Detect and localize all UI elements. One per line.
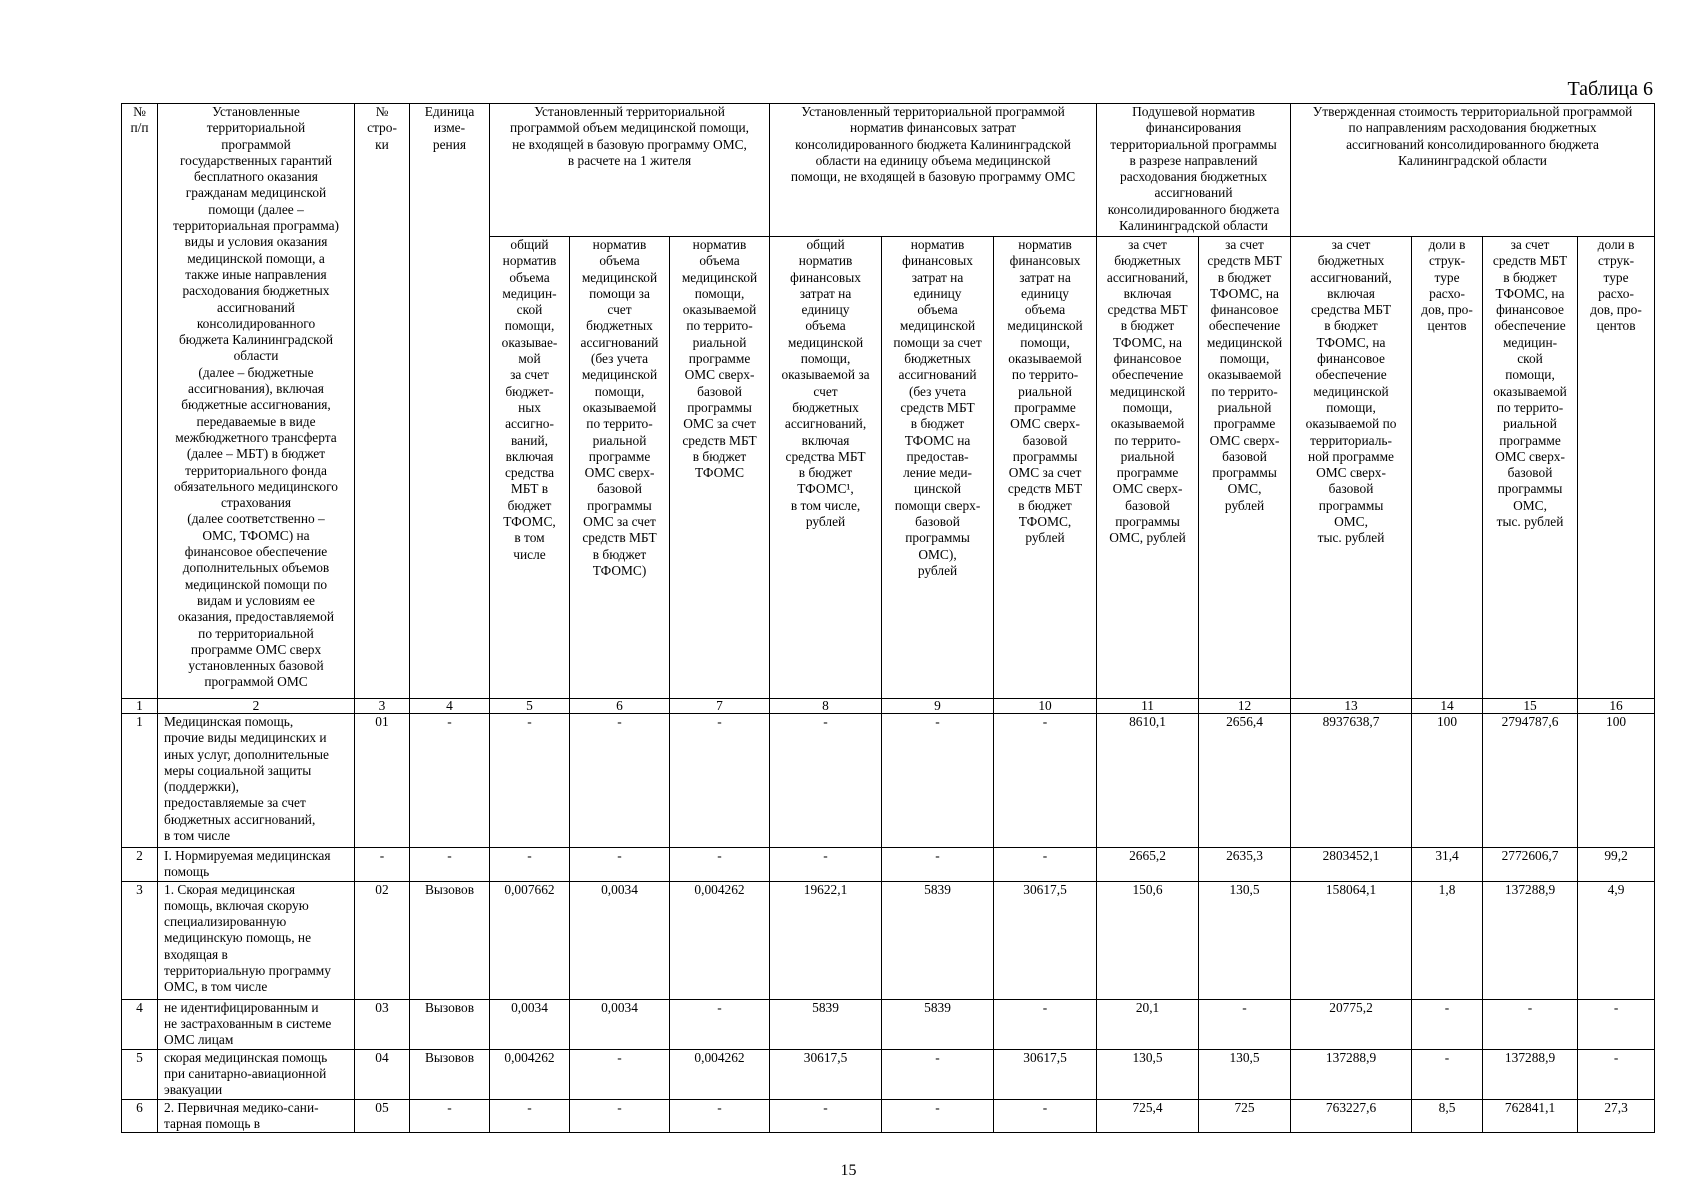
cell: 137288,9	[1291, 1049, 1412, 1099]
column-number: 13	[1291, 699, 1412, 714]
cell: 0,004262	[490, 1049, 570, 1099]
column-number: 7	[670, 699, 770, 714]
cell: 2803452,1	[1291, 848, 1412, 882]
cell: 130,5	[1097, 1049, 1199, 1099]
column-number: 14	[1412, 699, 1483, 714]
column-number: 9	[882, 699, 994, 714]
cell: -	[490, 714, 570, 848]
cell: -	[570, 1049, 670, 1099]
cell: -	[670, 999, 770, 1049]
header-col-10: норматив финансовых затрат на единицу объема медицинской помощи, оказываемой по террито- риальной программе ОМС сверх- базовой программы ОМС за счет средств МБТ в бюджет ТФОМС, рублей	[994, 237, 1097, 699]
cell: 30617,5	[994, 1049, 1097, 1099]
cell: -	[1578, 1049, 1655, 1099]
cell: 0,004262	[670, 1049, 770, 1099]
column-number: 2	[158, 699, 355, 714]
cell: 5	[122, 1049, 158, 1099]
cell: -	[1483, 999, 1578, 1049]
cell: 1	[122, 714, 158, 848]
cell: 2656,4	[1199, 714, 1291, 848]
header-col-12: за счет средств МБТ в бюджет ТФОМС, на финансовое обеспечение медицинской помощи, оказываемой по террито- риальной программе ОМС сверх- базовой программы ОМС, рублей	[1199, 237, 1291, 699]
data-table	[121, 103, 1655, 1133]
cell: 100	[1412, 714, 1483, 848]
cell: -	[770, 848, 882, 882]
cell: 27,3	[1578, 1099, 1655, 1133]
cell: -	[410, 848, 490, 882]
cell: 1,8	[1412, 881, 1483, 999]
row-label: не идентифицированным и не застрахованным в системе ОМС лицам	[158, 999, 355, 1049]
header-num: № п/п	[122, 104, 158, 699]
cell: -	[410, 1099, 490, 1133]
header-line: № стро- ки	[355, 104, 410, 699]
cell: 6	[122, 1099, 158, 1133]
header-col-14: доли в струк- туре расхо- дов, про- центов	[1412, 237, 1483, 699]
cell: 4,9	[1578, 881, 1655, 999]
header-col-15: за счет средств МБТ в бюджет ТФОМС, на финансовое обеспечение медицин- ской помощи, оказываемой по террито- риальной программе ОМС сверх- базовой программы ОМС, тыс. рублей	[1483, 237, 1578, 699]
cell: 30617,5	[770, 1049, 882, 1099]
cell: -	[994, 714, 1097, 848]
header-col-5: общий норматив объема медицин- ской помощи, оказывае- мой за счет бюджет- ных ассигно- ваний, включая средства МБТ в бюджет ТФОМС, в том числе	[490, 237, 570, 699]
row-label: Медицинская помощь, прочие виды медицинских и иных услуг, дополнительные меры социальной защиты (поддержки), предоставляемые за счет бюджетных ассигнований, в том числе	[158, 714, 355, 848]
cell: 0,004262	[670, 881, 770, 999]
cell: -	[570, 714, 670, 848]
header-col-9: норматив финансовых затрат на единицу объема медицинской помощи за счет бюджетных ассигнований (без учета средств МБТ в бюджет ТФОМС на предостав- ление меди- цинской помощи сверх- базовой программы ОМС), рублей	[882, 237, 994, 699]
cell: -	[670, 1099, 770, 1133]
cell: -	[670, 714, 770, 848]
row-label: скорая медицинская помощь при санитарно-авиационной эвакуации	[158, 1049, 355, 1099]
table-caption: Таблица 6	[1567, 78, 1653, 100]
cell: -	[994, 1099, 1097, 1133]
cell: 5839	[770, 999, 882, 1049]
column-number: 3	[355, 699, 410, 714]
cell: -	[570, 1099, 670, 1133]
cell: -	[1412, 1049, 1483, 1099]
column-number: 1	[122, 699, 158, 714]
cell: 130,5	[1199, 881, 1291, 999]
column-number: 16	[1578, 699, 1655, 714]
cell: 762841,1	[1483, 1099, 1578, 1133]
cell: -	[670, 848, 770, 882]
cell: 01	[355, 714, 410, 848]
cell: 137288,9	[1483, 1049, 1578, 1099]
cell: 99,2	[1578, 848, 1655, 882]
cell: 19622,1	[770, 881, 882, 999]
cell: Вызовов	[410, 999, 490, 1049]
cell: 137288,9	[1483, 881, 1578, 999]
table-row	[122, 881, 1655, 999]
cell: 20,1	[1097, 999, 1199, 1049]
header-title: Установленные территориальной программой государственных гарантий бесплатного оказания гражданам медицинской помощи (далее – территориальная программа) виды и условия оказания медицинской помощи, а также иные направления расходования бюджетных ассигнований консолидированного бюджета Калининградской области (далее – бюджетные ассигнования), включая бюджетные ассигнования, передаваемые в виде межбюджетного трансферта (далее – МБТ) в бюджет территориального фонда обязательного медицинского страхования (далее соответственно – ОМС, ТФОМС) на финансовое обеспечение дополнительных объемов медицинской помощи по видам и условиям ее оказания, предоставляемой по территориальной программе ОМС сверх установленных базовой программой ОМС	[158, 104, 355, 699]
cell: 158064,1	[1291, 881, 1412, 999]
column-number: 5	[490, 699, 570, 714]
header-unit: Единица изме- рения	[410, 104, 490, 699]
header-col-13: за счет бюджетных ассигнований, включая средства МБТ в бюджет ТФОМС, на финансовое обеспечение медицинской помощи, оказываемой по территориаль- ной программе ОМС сверх- базовой программы ОМС, тыс. рублей	[1291, 237, 1412, 699]
cell: 20775,2	[1291, 999, 1412, 1049]
cell: -	[1412, 999, 1483, 1049]
column-number: 10	[994, 699, 1097, 714]
cell: 04	[355, 1049, 410, 1099]
header-group-volume: Установленный территориальной программой объем медицинской помощи, не входящей в базовую программу ОМС, в расчете на 1 жителя	[490, 104, 770, 237]
cell: -	[770, 1099, 882, 1133]
cell: -	[994, 848, 1097, 882]
row-label: I. Нормируемая медицинская помощь	[158, 848, 355, 882]
header-col-7: норматив объема медицинской помощи, оказываемой по террито- риальной программе ОМС сверх- базовой программы ОМС за счет средств МБТ в бюджет ТФОМС	[670, 237, 770, 699]
cell: 03	[355, 999, 410, 1049]
cell: 725,4	[1097, 1099, 1199, 1133]
table-row	[122, 848, 1655, 882]
column-number: 12	[1199, 699, 1291, 714]
cell: -	[770, 714, 882, 848]
header-col-8: общий норматив финансовых затрат на единицу объема медицинской помощи, оказываемой за счет бюджетных ассигнований, включая средства МБТ в бюджет ТФОМС¹, в том числе, рублей	[770, 237, 882, 699]
cell: -	[1578, 999, 1655, 1049]
cell: 150,6	[1097, 881, 1199, 999]
column-number: 4	[410, 699, 490, 714]
cell: -	[882, 1049, 994, 1099]
cell: 31,4	[1412, 848, 1483, 882]
cell: -	[410, 714, 490, 848]
cell: -	[994, 999, 1097, 1049]
header-col-11: за счет бюджетных ассигнований, включая средства МБТ в бюджет ТФОМС, на финансовое обеспечение медицинской помощи, оказываемой по террито- риальной программе ОМС сверх- базовой программы ОМС, рублей	[1097, 237, 1199, 699]
cell: 0,0034	[490, 999, 570, 1049]
cell: -	[355, 848, 410, 882]
cell: 2794787,6	[1483, 714, 1578, 848]
table-row	[122, 1099, 1655, 1133]
cell: -	[570, 848, 670, 882]
cell: -	[882, 848, 994, 882]
cell: Вызовов	[410, 881, 490, 999]
cell: 30617,5	[994, 881, 1097, 999]
header-group-cost: Установленный территориальной программой норматив финансовых затрат консолидированного бюджета Калининградской области на единицу объема медицинской помощи, не входящей в базовую программу ОМС	[770, 104, 1097, 237]
cell: Вызовов	[410, 1049, 490, 1099]
table-row	[122, 1049, 1655, 1099]
header-col-6: норматив объема медицинской помощи за счет бюджетных ассигнований (без учета медицинской помощи, оказываемой по террито- риальной программе ОМС сверх- базовой программы ОМС за счет средств МБТ в бюджет ТФОМС)	[570, 237, 670, 699]
column-number: 6	[570, 699, 670, 714]
page-number: 15	[840, 1162, 857, 1179]
cell: -	[882, 714, 994, 848]
cell: 2	[122, 848, 158, 882]
table-row	[122, 999, 1655, 1049]
cell: 0,0034	[570, 999, 670, 1049]
cell: 100	[1578, 714, 1655, 848]
cell: 8,5	[1412, 1099, 1483, 1133]
cell: -	[1199, 999, 1291, 1049]
cell: 3	[122, 881, 158, 999]
column-number: 11	[1097, 699, 1199, 714]
cell: 725	[1199, 1099, 1291, 1133]
row-label: 2. Первичная медико-сани- тарная помощь в	[158, 1099, 355, 1133]
cell: 0,0034	[570, 881, 670, 999]
cell: -	[490, 848, 570, 882]
cell: 130,5	[1199, 1049, 1291, 1099]
cell: 0,007662	[490, 881, 570, 999]
cell: 2665,2	[1097, 848, 1199, 882]
cell: 2772606,7	[1483, 848, 1578, 882]
header-group-approved: Утвержденная стоимость территориальной программой по направлениям расходования бюджетных ассигнований консолидированного бюджета Калининградской области	[1291, 104, 1655, 237]
header-col-16: доли в струк- туре расхо- дов, про- центов	[1578, 237, 1655, 699]
cell: 05	[355, 1099, 410, 1133]
cell: -	[490, 1099, 570, 1133]
table-row	[122, 714, 1655, 848]
cell: -	[882, 1099, 994, 1133]
cell: 8610,1	[1097, 714, 1199, 848]
cell: 763227,6	[1291, 1099, 1412, 1133]
header-group-percapita: Подушевой норматив финансирования территориальной программы в разрезе направлений расходования бюджетных ассигнований консолидированного бюджета Калининградской области	[1097, 104, 1291, 237]
column-number: 8	[770, 699, 882, 714]
row-label: 1. Скорая медицинская помощь, включая скорую специализированную медицинскую помощь, не входящая в территориальную программу ОМС, в том числе	[158, 881, 355, 999]
cell: 5839	[882, 881, 994, 999]
cell: 02	[355, 881, 410, 999]
cell: 4	[122, 999, 158, 1049]
cell: 5839	[882, 999, 994, 1049]
cell: 2635,3	[1199, 848, 1291, 882]
cell: 8937638,7	[1291, 714, 1412, 848]
column-number: 15	[1483, 699, 1578, 714]
